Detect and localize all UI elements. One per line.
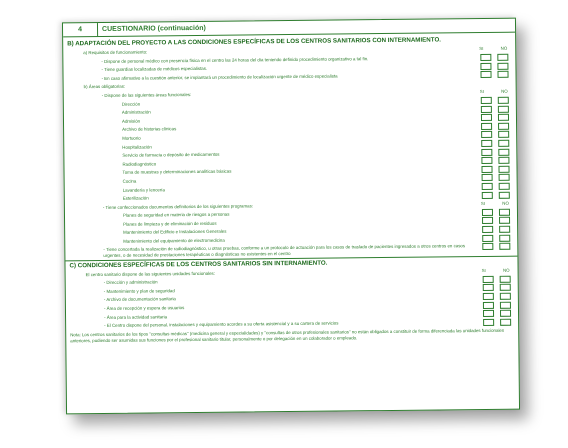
si-checkbox[interactable] <box>482 174 493 181</box>
no-checkbox[interactable] <box>500 318 511 325</box>
no-checkbox[interactable] <box>498 148 509 155</box>
form-content <box>63 33 518 345</box>
no-checkbox[interactable] <box>498 105 509 112</box>
unit-text: - Área para la actividad sanitaria <box>104 313 168 320</box>
radiodiagnosis-text: - Tiene concertada la realización de radiodiagnóstico, u otras pruebas, conforme a un protocolo de actuación para los casos de traslado de pacientes ingresados a otros centros en casos urgentes, o de necesidad de prestaciones terapéuticas o diagnósticas no existentes en el centro <box>103 242 466 258</box>
program-text: Planes de seguridad en materia de riesgos a personas <box>122 211 230 219</box>
si-checkbox[interactable] <box>483 310 494 317</box>
no-checkbox[interactable] <box>498 131 509 138</box>
no-checkbox[interactable] <box>499 243 510 250</box>
si-checkbox[interactable] <box>483 284 494 291</box>
requirements-label: a) Requisitos de funcionamiento: <box>83 49 148 56</box>
program-text: Mantenimiento del Edificio e Instalaciones Generales <box>123 229 227 236</box>
si-checkbox[interactable] <box>480 54 491 61</box>
si-checkbox[interactable] <box>481 149 492 156</box>
no-label: NO <box>502 267 510 273</box>
no-label: NO <box>500 45 508 51</box>
section-title: CUESTIONARIO (continuación) <box>101 24 206 33</box>
no-checkbox[interactable] <box>499 174 510 181</box>
area-text: Cocina <box>122 178 137 184</box>
si-checkbox[interactable] <box>481 131 492 138</box>
si-checkbox[interactable] <box>482 234 493 241</box>
si-no-header <box>480 88 508 97</box>
no-checkbox[interactable] <box>500 293 511 300</box>
si-checkbox[interactable] <box>480 63 491 70</box>
no-checkbox[interactable] <box>498 157 509 164</box>
si-checkbox[interactable] <box>483 319 494 326</box>
si-label: SI <box>479 88 484 94</box>
no-checkbox[interactable] <box>497 54 508 61</box>
no-checkbox[interactable] <box>499 208 510 215</box>
unit-text: - Mantenimiento y plan de seguridad <box>103 288 175 294</box>
no-checkbox[interactable] <box>499 191 510 198</box>
no-label: NO <box>502 200 509 206</box>
unit-text: - Área de recepción y espera de usuarios <box>103 305 185 311</box>
no-label: NO <box>501 88 508 94</box>
areas-label: b) Áreas obligatorias: <box>83 84 126 90</box>
unit-text: - Dirección y administración <box>103 279 158 286</box>
si-checkbox[interactable] <box>483 276 494 283</box>
area-text: Administración <box>121 109 151 115</box>
no-checkbox[interactable] <box>498 114 509 121</box>
si-checkbox[interactable] <box>481 157 492 164</box>
question-text: - Tiene guardias localizadas de médicos especialistas. <box>101 66 208 73</box>
footnote: Nota: Los centros sanitarios de los tipos "consultas médicas" (medicina general y especialidades) y "consultas de otros profesionales sanitarios" no están obligados a constituir de forma diferenciada las unidades funcionales anteriores, pudiendo ser asumidas sus funciones por el profesional sanitario titular, personalmente o por delegación en un colaborador o empleado. <box>70 327 505 344</box>
no-checkbox[interactable] <box>499 217 510 224</box>
questionnaire-page <box>62 18 520 415</box>
no-checkbox[interactable] <box>500 301 511 308</box>
si-checkbox[interactable] <box>483 293 494 300</box>
no-checkbox[interactable] <box>499 226 510 233</box>
si-checkbox[interactable] <box>481 140 492 147</box>
si-checkbox[interactable] <box>482 217 493 224</box>
area-text: Radiodiagnóstico <box>122 161 157 167</box>
si-checkbox[interactable] <box>482 243 493 250</box>
si-no-header <box>479 45 507 54</box>
si-checkbox[interactable] <box>481 166 492 173</box>
area-text: Admisión <box>121 118 141 124</box>
no-checkbox[interactable] <box>498 140 509 147</box>
si-label: SI <box>481 267 486 273</box>
si-checkbox[interactable] <box>482 209 493 216</box>
area-text: Esterilización <box>122 195 149 201</box>
no-checkbox[interactable] <box>498 166 509 173</box>
no-checkbox[interactable] <box>497 62 508 69</box>
programs-sublabel: - Tiene confeccionados documentos definitorios de los siguientes programas: <box>102 203 254 210</box>
no-checkbox[interactable] <box>500 284 511 291</box>
question-text: - En caso afirmativo a la cuestión anterior, se implantará un procedimiento de localización urgente de médico especialista <box>101 73 338 81</box>
si-checkbox[interactable] <box>483 301 494 308</box>
area-text: Archivo de historias clínicas <box>122 126 177 133</box>
si-checkbox[interactable] <box>482 226 493 233</box>
unit-text: - El Centro dispone del personal, instalaciones y equipamiento acordes a su oferta asistencial y a su cartera de servicios <box>104 320 339 329</box>
si-label: SI <box>479 45 484 52</box>
area-text: Dirección <box>121 101 141 107</box>
no-checkbox[interactable] <box>498 97 509 104</box>
question-text: - Dispone de personal médico con presencia física en el centro las 24 horas del día teniendo definido procedimiento organizativo a tal fin. <box>101 55 369 64</box>
area-text: Servicio de farmacia o depósito de medicamentos <box>122 151 220 158</box>
si-no-header <box>481 199 509 208</box>
no-checkbox[interactable] <box>499 234 510 241</box>
si-no-header <box>482 266 510 275</box>
program-text: Planes de limpieza y de eliminación de residuos <box>123 220 217 227</box>
areas-sublabel: - Dispone de las siguientes áreas funcionales: <box>101 92 192 98</box>
program-text: Mantenimiento del equipamiento de electromedicina <box>123 237 225 244</box>
area-text: Mortuorio <box>122 135 141 141</box>
units-intro: El centro sanitario dispone de las siguientes unidades funcionales: <box>85 270 215 277</box>
unit-text: - Archivo de documentación sanitaria <box>103 296 176 303</box>
section-b-title: B) ADAPTACIÓN DEL PROYECTO A LAS CONDICIONES ESPECÍFICAS DE LOS CENTROS SANITARIOS CON INTERNAMIENTO. <box>67 36 441 48</box>
area-text: Hospitalización <box>122 143 152 150</box>
area-text: Lavandería y lencería <box>122 186 165 193</box>
si-checkbox[interactable] <box>481 123 492 130</box>
si-checkbox[interactable] <box>482 191 493 198</box>
area-text: Toma de muestras y determinaciones analíticas básicas <box>122 168 232 176</box>
si-label: SI <box>480 200 486 206</box>
no-checkbox[interactable] <box>498 123 509 130</box>
no-checkbox[interactable] <box>500 310 511 317</box>
si-checkbox[interactable] <box>480 71 491 78</box>
no-checkbox[interactable] <box>497 71 508 78</box>
no-checkbox[interactable] <box>500 275 511 282</box>
si-checkbox[interactable] <box>481 106 492 113</box>
no-checkbox[interactable] <box>499 183 510 190</box>
section-c-title: C) CONDICIONES ESPECÍFICAS DE LOS CENTROS SANITARIOS SIN INTERNAMIENTO. <box>69 259 328 269</box>
si-checkbox[interactable] <box>482 183 493 190</box>
si-checkbox[interactable] <box>481 114 492 121</box>
si-checkbox[interactable] <box>481 97 492 104</box>
section-number: 4 <box>63 23 98 36</box>
